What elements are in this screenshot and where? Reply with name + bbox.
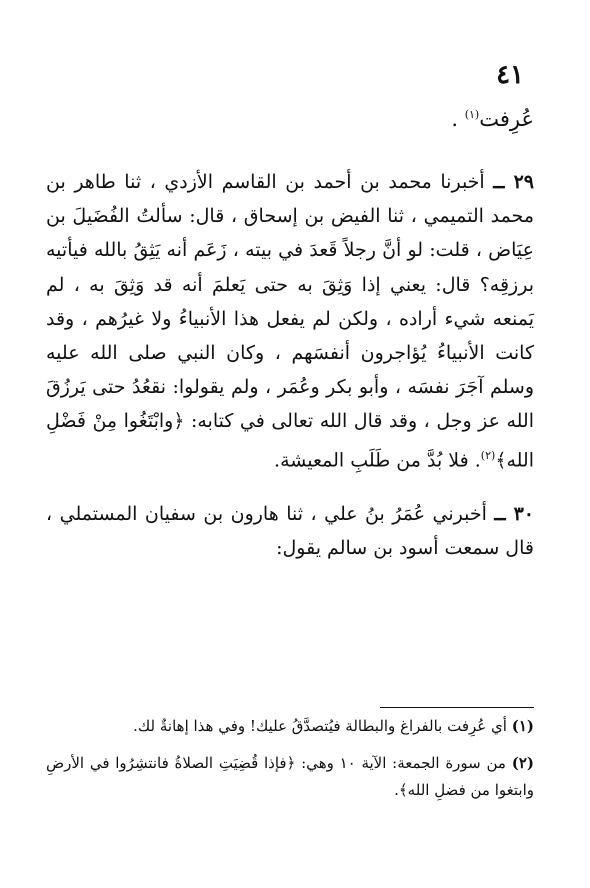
paragraph-number-29: ٢٩ ــ	[493, 171, 534, 193]
footnote-number: (١)	[511, 717, 534, 735]
footnote-2	[46, 750, 534, 804]
tail-text: عُرِفت	[479, 107, 534, 131]
footnote-divider	[380, 707, 534, 708]
paragraph-29	[46, 165, 534, 477]
tail-end: .	[451, 107, 459, 131]
paragraph-number-30: ٣٠ ــ	[494, 503, 535, 526]
footnote-ref-1: (١)	[464, 108, 480, 121]
paragraph-30-text: أخبرني عُمَرُ بنُ علي ، ثنا هارون بن سفيان المستملي ، قال سمعت أسود بن سالم يقول:	[46, 503, 534, 560]
paragraph-29-text-a: أخبرنا محمد بن أحمد بن القاسم الأزدي ، ثنا طاهر بن محمد التميمي ، ثنا الفيض بن إسحاق ، قال: سألتُ الفُضَيلَ بن عِيَاض ، قلت: لو أنَّ رجلاً قَعدَ في بيته ، زَعَم أنه يَثِقُ بالله فيأتيه برزقِه؟ قال: يعني إذا وَثِقَ به حتى يَعلمَ أنه قد وَثِقَ به ، لم يَمنعه شيء أراده ، ولكن لم يفعل هذا الأنبياءُ ولا غيرُهم ، وقد كانت الأنبياءُ يُؤاجرون أنفسَهم ، وكان النبي صلى الله عليه وسلم آجَرَ نفسَه ، وأبو بكر وعُمَر ، ولم يقولوا: نقعُدُ حتى يَرزُقَ الله عز وجل ، وقد قال الله تعالى في كتابه: ﴿وابْتَغُوا مِنْ فَضْلِ الله﴾	[46, 171, 534, 471]
main-text	[46, 165, 534, 566]
footnote-text: أي عُرِفت بالفراغ والبطالة فيُتصدَّقُ عليك! وفي هذا إهانةٌ لك.	[133, 717, 507, 735]
page-number: ٤١	[496, 60, 524, 90]
footnote-number: (٢)	[511, 754, 534, 772]
footnote-ref-2: (٢)	[480, 448, 496, 462]
footnotes	[46, 713, 534, 814]
footnote-1	[46, 713, 534, 740]
paragraph-30	[46, 497, 534, 565]
paragraph-29-text-b: . فلا بُدَّ من طَلَبِ المعيشة.	[274, 448, 481, 471]
footnote-text: من سورة الجمعة: الآية ١٠ وهي: ﴿فإذا قُضِيَتِ الصلاةُ فانتشِرُوا في الأرضِ وابتغوا من فضلِ الله﴾.	[46, 754, 534, 799]
previous-paragraph-tail	[451, 100, 534, 134]
